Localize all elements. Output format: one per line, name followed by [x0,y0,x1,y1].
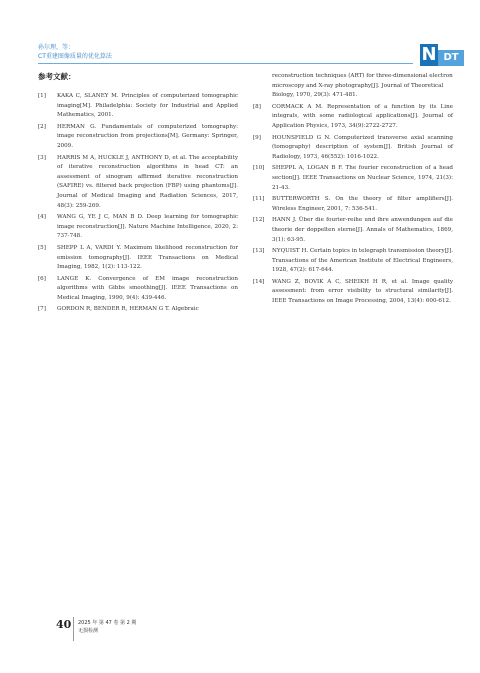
reference-item [253,195,453,214]
footer-divider [73,617,74,641]
header-authors: 孙尔理，等： [38,44,75,51]
reference-text: CORMACK A M. Representation of a function by its Line integrals, with some radiological applications[J]. Journal of Application Physics, 1973, 34(9):2722-2727. [272,103,453,129]
reference-number: [1] [38,93,46,99]
reference-text: HERMAN G. Fundamentals of computerized tomography: image reconstruction from projections[M]. Germany: Springer, 2009. [57,123,238,149]
header-rule [38,63,413,64]
header-article-title: CT重建图像质量的优化算法 [38,53,112,60]
reference-number: [8] [253,103,261,110]
right-reference-list [253,103,453,307]
page-number: 40 [56,618,72,631]
references-left-column [38,72,238,317]
reference-number: [13] [253,248,265,255]
reference-item [38,92,238,121]
reference-item [253,164,453,193]
reference-item [38,154,238,212]
reference-text: WANG G, YE J C, MAN B D. Deep learning for tomographic image reconstruction[J]. Nature Machine Intelligence, 2020, 2: 737-748. [57,214,238,240]
reference-number: [3] [38,154,46,161]
reference-number: [14] [253,278,265,285]
reference-item [253,134,453,163]
reference-number: [4] [38,214,46,221]
references-heading: 参考文献： [38,72,76,81]
reference-item [38,213,238,242]
reference-text: HANN J. Über die fourier-reihe und ihre anwendungen auf die theorie der doppelten sterne[J]. Annals of Mathematics, 1869, 3(1): 63-95. [272,217,453,243]
reference-item [253,103,453,132]
reference-item [38,123,238,152]
references-right-column [253,72,453,309]
reference-item [38,244,238,273]
reference-text: LANGE K. Convergence of EM image reconstruction algorithms with Gibbs smoothing[J]. IEEE Transactions on Medical Imaging, 1990, 9(4): 439-446. [57,275,238,301]
header-text [38,43,112,61]
reference-text: SHEPPL A, LOGAN B F. The fourier reconstruction of a head section[J]. IEEE Transactions on Nuclear Science, 1974, 21(3): 21-43. [272,165,453,191]
reference-item [253,278,453,307]
reference-text: HARRIS M A, HUCKLE J, ANTHONY D, et al. The acceptability of iterative reconstruction algorithms in head CT: an assessment of sinogram affirmed iterative reconstruction (SAFIRE) vs. filtered back projection (FBP) using phantoms[J]. Journal of Medical Imaging and Radiation Sciences, 2017, 48(3): 259-269. [57,154,238,209]
reference-number: [7] [38,306,46,313]
reference-item [38,275,238,304]
reference-text: GORDON R, BENDER R, HERMAN G T. Algebraic [57,306,199,313]
running-header [38,43,459,67]
reference-number: [6] [38,275,46,282]
reference-text: WANG Z, BOVIK A C, SHEIKH H R, et al. Image quality assessment: from error visibility to structural similarity[J]. IEEE Transactions on Image Processing, 2004, 13(4): 600-612. [272,278,453,305]
footer-journal-name: 无损检测 [78,628,99,634]
footer-issue: 2025 年 第 47 卷 第 2 期 [78,620,137,626]
reference-text: SHEPP L A, VARDI Y. Maximum likelihood reconstruction for emission tomography[J]. IEEE Transactions on Medical Imaging, 1982, 1(2): 113-122. [57,244,238,271]
reference-item [253,216,453,245]
page-footer [0,617,480,647]
reference-text: NYQUIST H. Certain topics in telegraph transmission theory[J]. Transactions of the American Institute of Electrical Engineers, 1928, 47(2): 617-644. [272,248,453,274]
reference-number: [2] [38,123,46,130]
reference-text: KAKA C, SLANEY M. Principles of computerized tomographic imaging[M]. Philadelphia: Society for Industrial and Applied Mathematics, 2001. [57,93,238,119]
reference-item [253,247,453,276]
reference-item [38,305,238,315]
logo-letter-n: N [421,44,437,65]
reference-text: HOUNSFIELD G N. Computerized transverse axial scanning (tomography) description of system[J]. British Journal of Radiology, 1973, 46(552): 1016-1022. [272,134,453,160]
reference-number: [9] [253,134,261,141]
left-reference-list [38,92,238,315]
reference-continuation: reconstruction techniques (ART) for three-dimensional electron microscopy and X-ray photography[J]. Journal of Theoretical Biology, 1970, 29(3): 471-481. [272,73,453,99]
reference-number: [10] [253,165,265,172]
reference-number: [11] [253,196,265,203]
reference-number: [12] [253,217,265,224]
logo-letters-dt: DT [438,50,464,66]
reference-number: [5] [38,244,46,251]
journal-logo [420,44,464,66]
reference-text: BUTTERWORTH S. On the theory of filter amplifiers[J]. Wireless Engineer, 2001, 7: 536-541. [272,196,453,212]
